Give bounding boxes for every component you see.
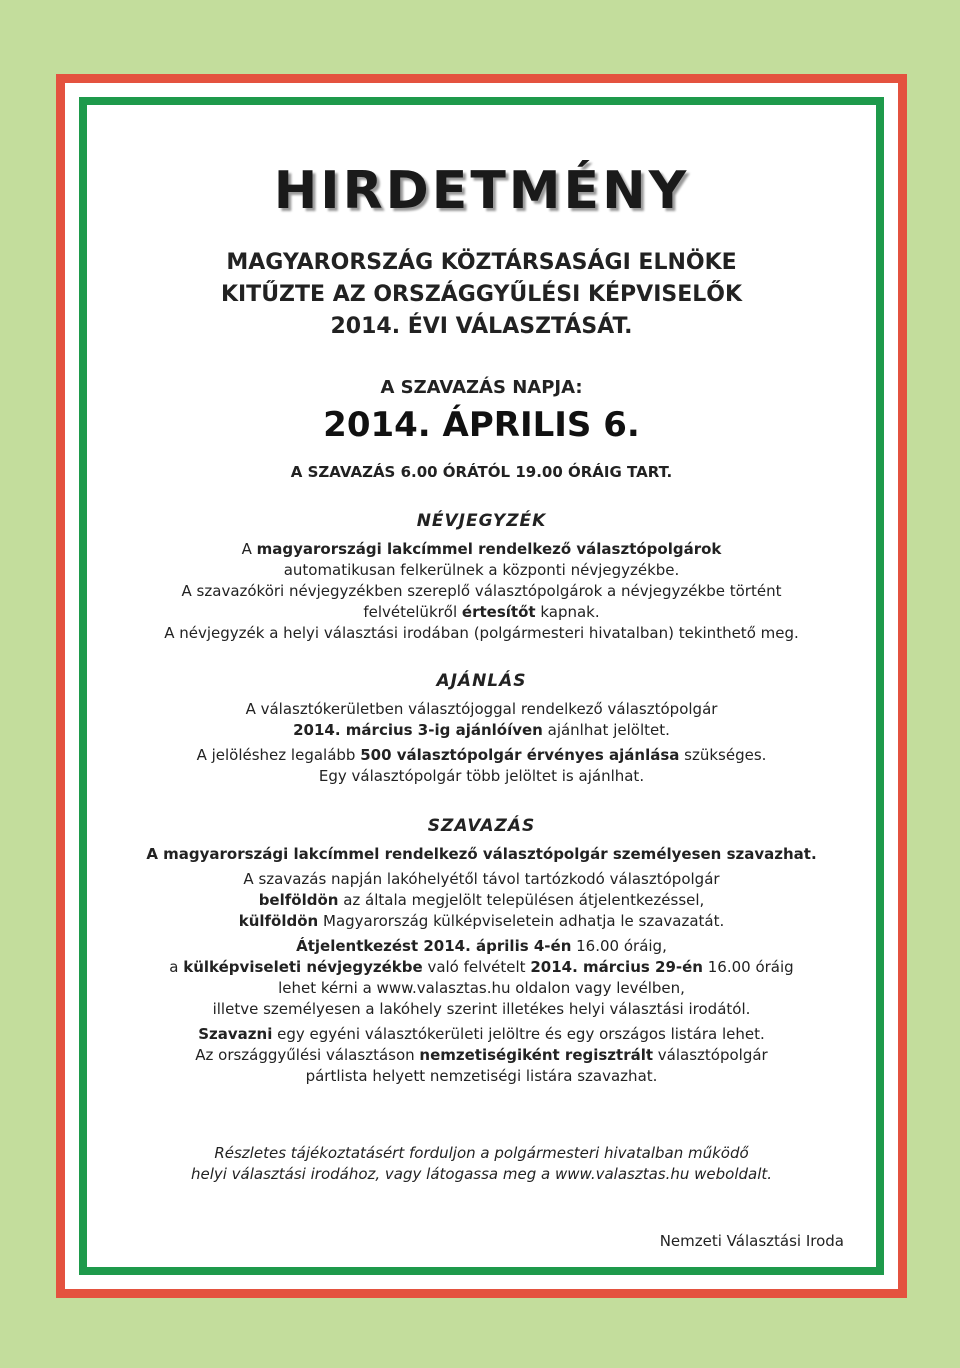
body-line: pártlista helyett nemzetiségi listára szavazhat.: [305, 1067, 658, 1085]
notice-content: [87, 105, 876, 1267]
body-line: illetve személyesen a lakóhely szerint illetékes helyi választási irodától.: [212, 1000, 751, 1018]
notice-title: HIRDETMÉNY: [273, 161, 690, 221]
footer-note: [87, 1143, 876, 1185]
body-line: automatikusan felkerülnek a központi névjegyzékbe.: [283, 561, 680, 579]
body-line: 2014. március 3-ig ajánlóíven ajánlhat jelöltet.: [293, 721, 670, 739]
body-line: A választókerületben választójoggal rendelkező választópolgár: [245, 700, 718, 718]
section-heading: SZAVAZÁS: [427, 816, 536, 836]
body-line: A magyarországi lakcímmel rendelkező választópolgárok: [241, 540, 722, 558]
body-line: lehet kérni a www.valasztas.hu oldalon vagy levélben,: [278, 979, 685, 997]
section-nevjegyzek: [87, 511, 876, 644]
footer-line: helyi választási irodához, vagy látogassa meg a www.valasztas.hu weboldalt.: [190, 1165, 773, 1183]
voting-hours: A SZAVAZÁS 6.00 ÓRÁTÓL 19.00 ÓRÁIG TART.: [290, 463, 673, 481]
voting-day-date: 2014. ÁPRILIS 6.: [323, 405, 640, 445]
white-border-frame: [65, 83, 898, 1289]
voting-day-label: A SZAVAZÁS NAPJA:: [380, 377, 583, 398]
green-border-frame: [79, 97, 884, 1275]
body-line: belföldön az általa megjelölt településen átjelentkezéssel,: [258, 891, 705, 909]
intro-line: KITŰZTE AZ ORSZÁGGYŰLÉSI KÉPVISELŐK: [220, 282, 743, 307]
section-heading: AJÁNLÁS: [436, 671, 527, 691]
intro-line: 2014. ÉVI VÁLASZTÁSÁT.: [330, 314, 633, 339]
body-line: A magyarországi lakcímmel rendelkező választópolgár személyesen szavazhat.: [146, 845, 817, 863]
body-line: a külképviseleti névjegyzékbe való felvételt 2014. március 29-én 16.00 óráig: [169, 958, 794, 976]
footer-line: Részletes tájékoztatásért forduljon a polgármesteri hivatalban működő: [214, 1144, 749, 1162]
intro-block: [87, 247, 876, 343]
body-line: Az országgyűlési választáson nemzetiségiként regisztrált választópolgár: [195, 1046, 768, 1064]
signature: Nemzeti Választási Iroda: [659, 1232, 844, 1250]
body-line: A jelöléshez legalább 500 választópolgár érvényes ajánlása szükséges.: [196, 746, 767, 764]
body-line: A szavazóköri névjegyzékben szereplő választópolgárok a névjegyzékbe történt: [181, 582, 782, 600]
body-line: Átjelentkezést 2014. április 4-én 16.00 óráig,: [296, 937, 667, 955]
body-line: A névjegyzék a helyi választási irodában (polgármesteri hivatalban) tekinthető meg.: [164, 624, 799, 642]
intro-line: MAGYARORSZÁG KÖZTÁRSASÁGI ELNÖKE: [226, 250, 737, 275]
body-line: Egy választópolgár több jelöltet is ajánlhat.: [318, 767, 645, 785]
section-ajanlas: [87, 671, 876, 787]
section-szavazas: [87, 816, 876, 1087]
body-line: felvételükről értesítőt kapnak.: [363, 603, 600, 621]
body-line: Szavazni egy egyéni választókerületi jelöltre és egy országos listára lehet.: [198, 1025, 765, 1043]
body-line: A szavazás napján lakóhelyétől távol tartózkodó választópolgár: [243, 870, 720, 888]
section-heading: NÉVJEGYZÉK: [416, 511, 547, 531]
body-line: külföldön Magyarország külképviseletein adhatja le szavazatát.: [238, 912, 725, 930]
red-border-frame: [56, 74, 907, 1298]
